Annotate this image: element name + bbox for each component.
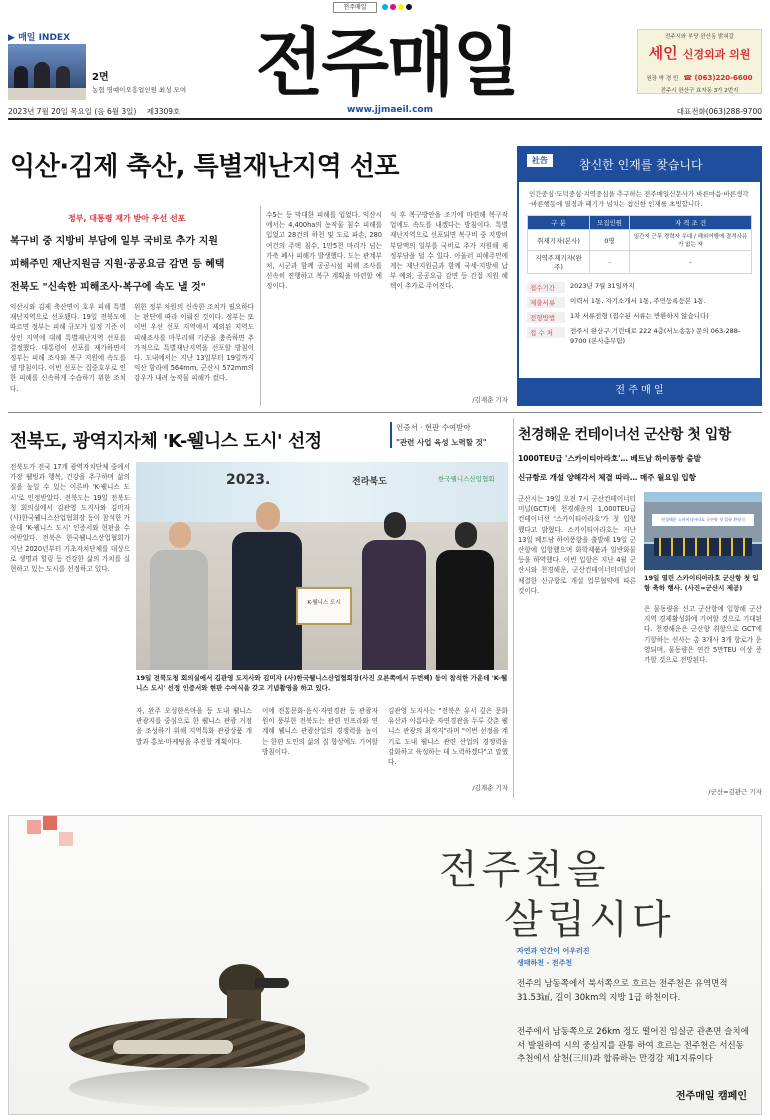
table-cell: - — [630, 251, 752, 274]
dateline — [8, 106, 180, 117]
lead-byline: /김재춘 기자 — [472, 396, 508, 404]
ad-brand-sub: 신경외과 의원 — [682, 48, 751, 61]
index-page: 2면 — [92, 72, 109, 83]
lead-headline: 익산·김제 축산, 특별재난지역 선포 — [10, 152, 400, 182]
index-label: ▶ 매일 INDEX — [8, 33, 71, 43]
wellness-caption: 19일 전북도청 회의실에서 김관영 도지사와 김미자 (사)한국웰니스산업협회장(사진 오른쪽에서 두번째) 등이 참석한 가운데 'K-웰니스 도시' 선정 인증서와 현판 수여식을 갖고 기념촬영을 하고 있다. — [136, 674, 508, 692]
color-registration-marks — [382, 4, 412, 12]
table-header: 모집인원 — [590, 216, 630, 230]
wellness-body-bottom3: 김관영 도지사는 "전북은 유서 깊은 문화유산과 아름다운 자연경관을 두루 갖춘 웰니스 관광의 최적지"라며 "이번 선정을 계기로 도내 웰니스 관련 산업의 경쟁력을 강화하고 육성하는 데 노력하겠다"고 말했다. — [388, 707, 508, 767]
port-body-right: 은 물동량을 신고 군산항에 입항해 군산지역 경제활성화에 기여할 것으로 기대된다. 천경해운은 군산항 취항으로 GCT에 기항하는 선사는 총 3개사 3개 항로가 운영되며, 물동량은 연간 5만TEU 이상 증가할 것으로 전망된다. — [644, 605, 762, 665]
table-row — [528, 251, 752, 274]
top-tag: 전주매일 — [333, 2, 377, 13]
detail-label: 접수기간 — [527, 282, 565, 293]
person-figure — [362, 512, 428, 670]
lead-body-col1: 익산시와 김제 축산면이 호우 피해 특별재난지역으로 선포됐다. 19일 전북도에 따르면 정부는 피해 규모가 일정 기준 이상인 지역에 대해 특별재난지역 선포를 결정했다. 대통령이 선포를 재가하면서 정부는 피해 조사와 복구 지원에 속도를 낼 방침이다. 이번 선포는 집중호우로 인한 피해를 신속하게 수습하기 위한 조치다. — [10, 303, 126, 393]
wellness-body-bottom2: 이에 전통문화·음식·자연경관 등 관광자원이 풍부한 전북도는 관련 인프라와 연계해 웰니스 관광산업의 경쟁력을 높이는 한편 도민의 삶의 질 향상에도 기여할 방침이다. — [262, 707, 378, 756]
lead-subhead: 피해주민 재난지원금 지원·공공요금 감면 등 혜택 — [10, 259, 225, 270]
campaign-para1: 전주의 남동쪽에서 북서쪽으로 흐르는 전주천은 유역면적 31.53㎢, 길이 30km의 지방 1급 하천이다. — [517, 979, 728, 1003]
table-header: 구 분 — [528, 216, 590, 230]
ad-director: 원장 박 경 민 — [646, 76, 679, 82]
notice-footer: 전 주 매 일 — [519, 378, 760, 404]
lead-body-col3: 수5는 등 막대한 피해를 입었다. 익산시에서는 4,400ha의 농작물 침수 피해를 입었고 28건의 하천 및 도로 파손, 280여건의 주택 침수, 1만5천 마리가 넘는 가축 폐사 피해가 발생했다. 도는 관계부처, 시군과 함께 공공시설 피해 조사를 신속히 진행하고 복구 계획을 마련할 예정이다. — [266, 211, 382, 291]
section-rule — [8, 412, 762, 413]
index-thumbnail — [8, 44, 86, 100]
table-cell: 지역주재기자(완주) — [528, 251, 590, 274]
column-divider — [260, 206, 261, 406]
ad-brand: 세인 — [648, 44, 678, 62]
port-byline: /군산=김관근 기자 — [708, 788, 762, 796]
double-arrow-icon: ▶ — [8, 33, 15, 43]
table-header: 자 격 조 건 — [630, 216, 752, 230]
ad-line1: 전주시와 부당 완산동 밝혀갈 — [664, 34, 734, 40]
table-cell: 일간지 근무 경력자 우대 / 해외여행에 결격사유가 없는 자 — [630, 230, 752, 251]
detail-label: 접 수 처 — [527, 327, 565, 338]
notice-table — [527, 215, 752, 274]
notice-detail — [527, 327, 752, 346]
notice-detail — [527, 312, 752, 323]
lead-kicker: 정부, 대통령 재가 받아 우선 선포 — [68, 214, 186, 223]
campaign-title-line2: 살립시다 — [504, 897, 675, 943]
port-photo — [644, 492, 762, 570]
wellness-headline: 전북도, 광역지자체 'K-웰니스 도시' 선정 — [10, 431, 322, 452]
wellness-byline: /김재춘 기자 — [472, 784, 508, 792]
side-kicker-quote: "관련 사업 육성 노력할 것" — [396, 438, 487, 447]
banner-date: 2023. — [226, 472, 271, 488]
banner-org1: 전라북도 — [352, 477, 387, 487]
column-divider — [513, 418, 514, 798]
notice-tag: 社告 — [527, 154, 553, 167]
campaign-tag2: 생태하천 - 전주천 — [517, 959, 573, 967]
port-kicker2: 신규항로 개설 양해각서 체결 따라… 매주 월요일 입항 — [518, 473, 696, 482]
detail-label: 전형방법 — [527, 312, 565, 323]
masthead-title: 전주매일 — [255, 19, 519, 107]
notice-title: 참신한 인재를 찾습니다 — [579, 158, 703, 172]
port-banner: 천경해운 스카이티아라호 군산항 첫 입항 환영식 — [652, 514, 754, 526]
detail-value: 이력서 1통, 자기소개서 1통, 주민등록등본 1통. — [570, 297, 706, 305]
lead-body-col2: 위한 정부 차원의 신속한 조치가 필요하다는 판단에 따라 이뤄진 것이다. 정부는 또 이번 우선 선포 지역에서 제외된 지역도 피해조사를 마무리해 기준을 충족하면 추가적으로 특별재난지역을 선포할 방침이다. 도내에서는 지난 13일부터 19일까지 익산 함라에 564mm, 군산시 572mm의 강우가 내려 농작물 피해가 컸다. — [134, 303, 254, 383]
notice-detail — [527, 282, 752, 293]
person-figure — [150, 522, 210, 670]
lead-subhead: 전북도 "신속한 피해조사·복구에 속도 낼 것" — [10, 282, 206, 293]
campaign-tag1: 자연과 인간이 어우러진 — [517, 947, 590, 955]
date: 2023년 7월 20일 목요일 (음 6월 3일) — [8, 107, 137, 116]
table-cell: - — [590, 251, 630, 274]
lead-subheads — [10, 232, 250, 293]
detail-value: 2023년 7월 31일까지 — [570, 282, 635, 290]
index-text: 농협 명예이오흥업인원 최성 모여 — [92, 86, 187, 94]
notice-header — [519, 148, 760, 182]
ad-address: 전주시 완산구 효자동 3가 2번지 — [660, 88, 739, 94]
index-box — [8, 30, 243, 100]
table-row — [528, 230, 752, 251]
campaign-footer: 전주매일 캠페인 — [675, 1091, 747, 1102]
masthead-rule — [8, 118, 762, 120]
certificate: K-웰니스 도시 — [296, 587, 352, 625]
port-kicker1: 1000TEU급 '스카이티아라호'… 베트남 하이퐁항 출발 — [518, 454, 701, 463]
detail-value: 1차 서류전형 (접수된 서류는 반환하지 않습니다) — [570, 312, 709, 320]
notice-box — [517, 146, 762, 406]
duck-illustration — [49, 956, 389, 1086]
detail-label: 제출서류 — [527, 297, 565, 308]
campaign-para2: 전주에서 남동쪽으로 26km 정도 떨어진 임실군 관촌면 슬치에서 발원하여 시의 중심지를 관통 하여 흐르는 전주천은 서신동 추천에서 삼천(三川)과 합류하는 만경강 제1지류이다 — [517, 1027, 749, 1064]
side-kicker-line: 인증서 · 현판 수여받아 — [396, 423, 471, 432]
table-cell: 0명 — [590, 230, 630, 251]
table-cell: 취재기자(본사) — [528, 230, 590, 251]
person-figure — [232, 502, 304, 670]
wellness-body-bottom1: 자, 완주 오성한옥마을 등 도내 웰니스 관광지를 중심으로 한 웰니스 관광 거점을 조성하기 위해 지역특화 관광상품 개발과 홍보·마케팅을 추진할 계획이다. — [136, 707, 252, 746]
port-caption: 19일 열린 스카이티아라호 군산항 첫 입항 축하 행사. (사진=군산시 제공) — [644, 574, 759, 592]
lead-body-col4: 석 후 복구방안을 조기에 마련해 복구작업에도 속도를 내겠다는 방침이다. 특별재난지역으로 선포되면 복구비 중 지방비 부담액의 일부를 국비로 추가 지원해 재정부담을 덜 수 있다. 아울러 피해주민에게는 재난지원금과 함께 국세·지방세 납부 예외, 공공요금 감면 등 간접 지원 혜택이 추가로 주어진다. — [390, 211, 508, 291]
port-headline: 천경해운 컨테이너선 군산항 첫 입항 — [518, 427, 731, 443]
banner-org2: 한국웰니스산업협회 — [438, 475, 495, 483]
notice-intro: 인간중심·도덕중심·지역중심을 추구하는 전주매일신문사가 바른마음·바른생각·바른행동에 열정과 패기가 넘치는 참신한 인재를 초빙합니다. — [529, 190, 749, 208]
header-ad — [637, 29, 762, 94]
detail-value: 전주시 완산구 기린대로 222 4층(서노송동) 문의 063-288-9700 (본사총무팀) — [570, 327, 741, 345]
wellness-side-kicker — [390, 422, 487, 448]
wellness-body-left: 전북도가 전국 17개 광역자치단체 중에서 가장 웰빙과 행복, 건강을 추구하며 삶의 질을 높일 수 있는 이른바 'K-웰니스 도시'로 인정받았다. 전북도는 19일 전북도청 회의실에서 김관영 도지사와 김미자 (사)한국웰니스산업협회장 등이 참석한 가운데 'K-웰니스 도시' 인증서와 현판을 수여받았다. 전북은 한국웰니스산업협회가 지난 2020년부터 기초자치단체를 대상으로 생명과 힐링 등 건강한 삶의 가치를 실현하고 있는 도시를 선정하고 있다. — [10, 463, 130, 574]
issue-number: 제3309호 — [146, 107, 181, 116]
duck-reflection — [69, 1068, 369, 1108]
campaign-title-line1: 전주천을 — [439, 847, 610, 893]
notice-detail — [527, 297, 752, 308]
ad-tel: ☎ (063)220-6600 — [683, 74, 753, 82]
port-body: 군산시는 19일 오전 7시 군산컨테이너터미널(GCT)에 천경해운의 1,000TEU급 컨테이너선 '스카이티아라호'가 첫 입항했다고 밝혔다. 스카이티아라호는 지난 13일 베트남 하이퐁항을 출발해 19일 군산항에 입항했으며 화학제품과 일반화물 등을 하역했다. 이번 입항은 지난 4월 군산시와 천경해운, 군산컨테이너터미널이 체결한 신규항로 개설 업무협약에 따른 것이다. — [518, 495, 636, 595]
main-phone: 대표전화(063)288-9700 — [676, 107, 762, 116]
campaign-ad — [8, 815, 762, 1115]
lead-subhead: 복구비 중 지방비 부담에 일부 국비로 추가 지원 — [10, 236, 218, 247]
person-figure — [436, 522, 496, 670]
website-link[interactable]: www.jjmaeil.com — [347, 105, 433, 115]
wellness-photo — [136, 462, 508, 670]
